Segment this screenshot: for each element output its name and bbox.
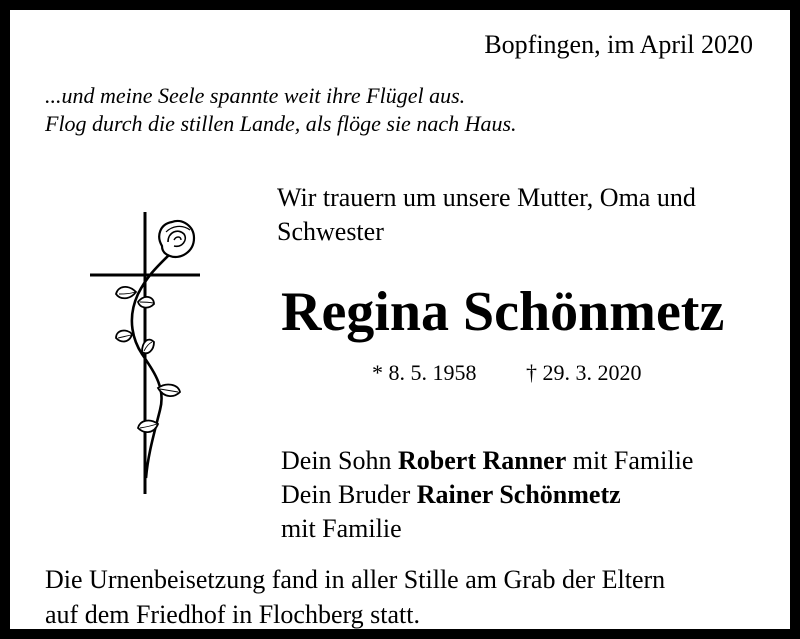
brother-name: Rainer Schönmetz <box>416 480 621 509</box>
burial-line-1: Die Urnenbeisetzung fand in aller Stille am Grab der Eltern <box>45 565 666 594</box>
son-suffix: mit Familie <box>566 446 694 475</box>
family-son <box>281 446 693 476</box>
place-date: Bopfingen, im April 2020 <box>484 30 753 59</box>
intro-line-2: Schwester <box>277 217 384 246</box>
cross-with-rose-icon <box>82 202 212 500</box>
poem-line-1: ...und meine Seele spannte weit ihre Flügel aus. <box>45 83 466 108</box>
family-brother <box>281 480 621 510</box>
birth-date: * 8. 5. 1958 <box>372 360 477 385</box>
burial-line-2: auf dem Friedhof in Flochberg statt. <box>45 600 421 629</box>
deceased-name: Regina Schönmetz <box>281 281 725 343</box>
son-prefix: Dein Sohn <box>281 446 398 475</box>
poem-line-2: Flog durch die stillen Lande, als flöge sie nach Haus. <box>45 111 517 136</box>
brother-prefix: Dein Bruder <box>281 480 417 509</box>
death-date: † 29. 3. 2020 <box>526 360 642 385</box>
son-name: Robert Ranner <box>398 446 567 475</box>
intro-line-1: Wir trauern um unsere Mutter, Oma und <box>277 183 696 212</box>
family-brother-suffix: mit Familie <box>281 514 402 543</box>
